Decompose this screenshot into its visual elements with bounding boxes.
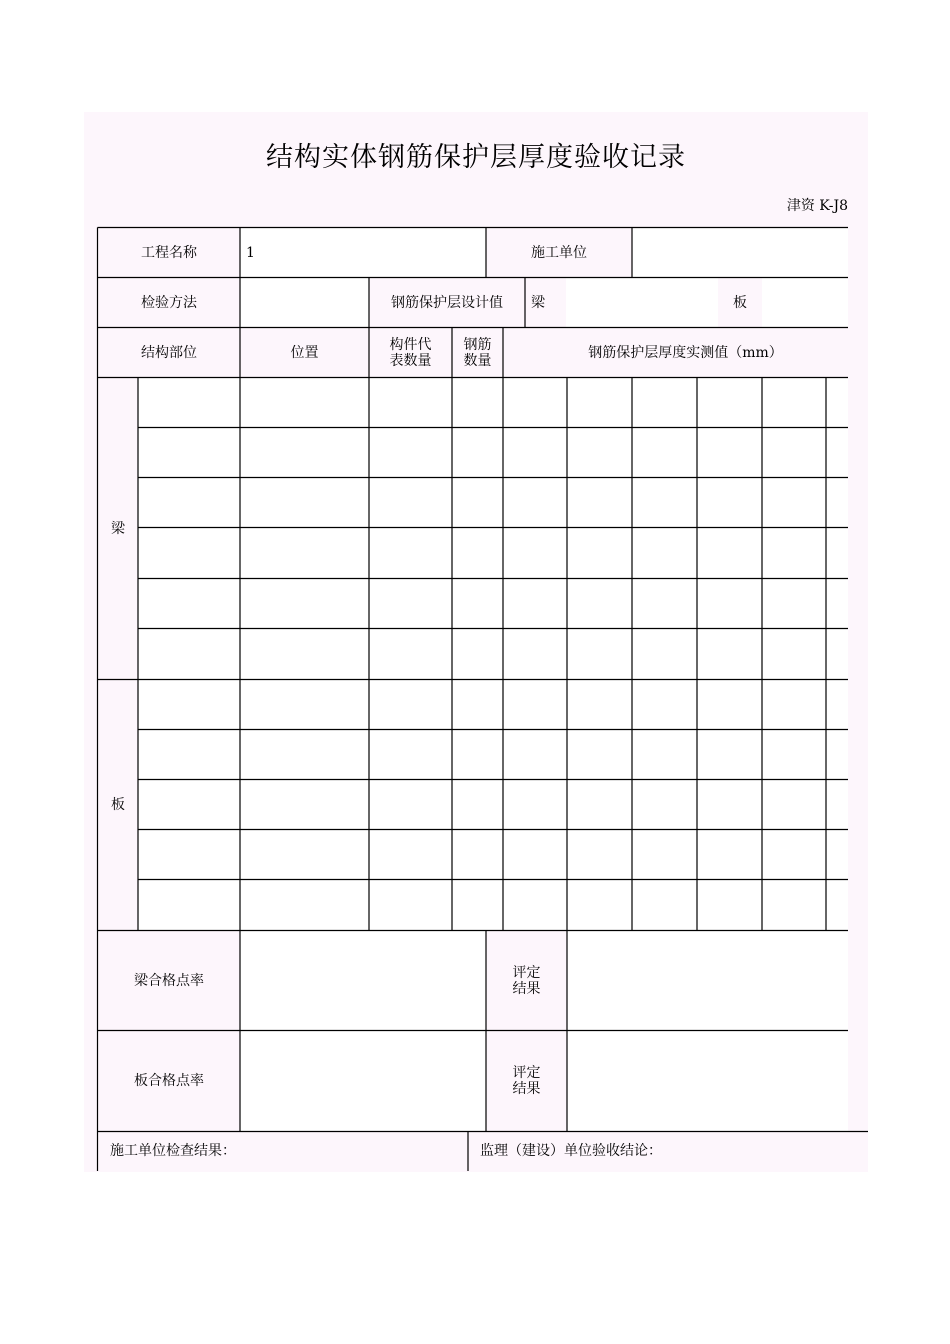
column-rep-count (369, 328, 452, 377)
slab-design-label: 板 (733, 294, 747, 311)
project-name-value[interactable]: 1 (246, 244, 255, 261)
eval-value-area[interactable] (567, 931, 848, 1131)
column-position: 位置 (290, 344, 319, 361)
beam-design-value-cell[interactable] (566, 278, 718, 327)
beam-rate-label: 梁合格点率 (134, 972, 204, 989)
supervision-conclusion-label: 监理（建设）单位验收结论： (480, 1143, 662, 1159)
design-value-label: 钢筋保护层设计值 (391, 294, 503, 311)
inspection-method-value-cell[interactable] (240, 278, 369, 327)
column-rep-count-line1: 构件代 (389, 336, 432, 353)
construction-unit-value-cell[interactable] (632, 228, 848, 277)
form-code: 津资 K-J8 (786, 198, 848, 214)
group-slab-label: 板 (111, 797, 125, 813)
slab-eval-line1: 评定 (512, 1064, 541, 1081)
column-rep-count-line2: 表数量 (389, 352, 432, 369)
construction-check-label: 施工单位检查结果： (110, 1143, 236, 1159)
column-part: 结构部位 (141, 344, 197, 361)
slab-eval-line2: 结果 (512, 1080, 541, 1097)
form-title: 结构实体钢筋保护层厚度验收记录 (266, 142, 686, 173)
group-beam-label: 梁 (111, 520, 125, 537)
column-rebar-count-line2: 数量 (463, 352, 492, 369)
slab-design-value-cell[interactable] (762, 278, 848, 327)
beam-eval-label (486, 931, 567, 1030)
construction-unit-label: 施工单位 (531, 244, 587, 261)
column-rebar-count (452, 328, 503, 377)
rate-value-area[interactable] (240, 931, 486, 1131)
beam-design-label: 梁 (531, 294, 545, 311)
project-name-label: 工程名称 (141, 244, 197, 261)
measurement-grid[interactable] (138, 378, 848, 930)
slab-rate-label: 板合格点率 (134, 1072, 204, 1089)
inspection-method-label: 检验方法 (141, 294, 197, 311)
slab-eval-label (486, 1031, 567, 1130)
beam-eval-line1: 评定 (512, 964, 541, 981)
beam-eval-line2: 结果 (512, 980, 541, 997)
column-rebar-count-line1: 钢筋 (463, 336, 492, 353)
column-measured: 钢筋保护层厚度实测值（mm） (588, 344, 783, 361)
